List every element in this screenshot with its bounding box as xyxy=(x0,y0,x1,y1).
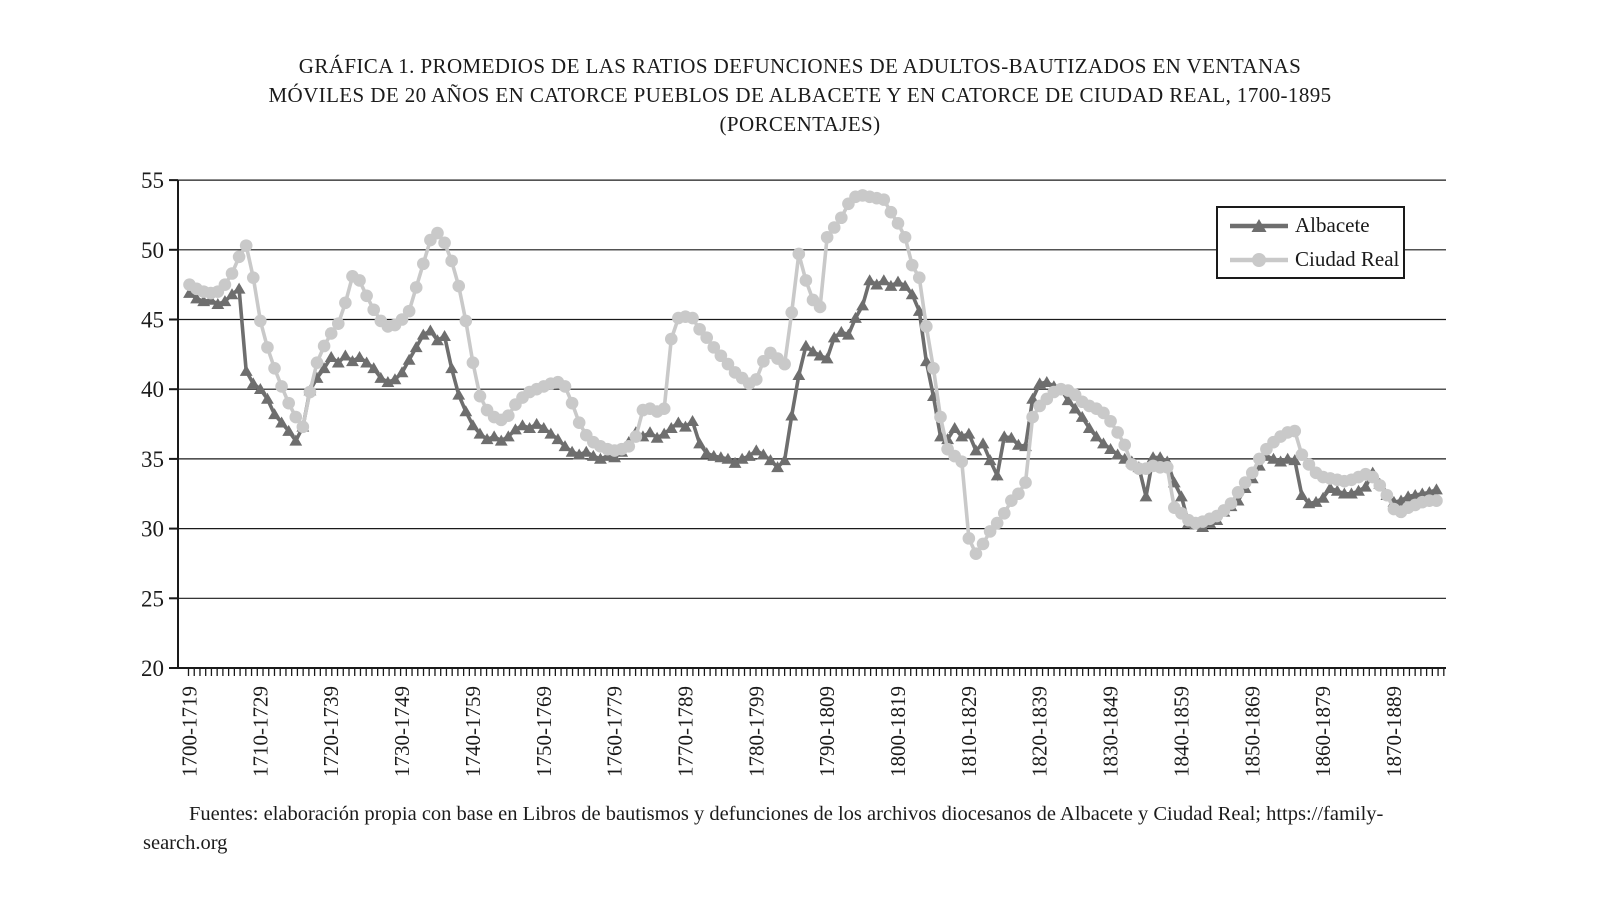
chart-legend xyxy=(1216,206,1405,279)
x-axis-label: 1870-1889 xyxy=(1381,686,1406,777)
x-axis-label: 1700-1719 xyxy=(177,686,202,777)
y-axis-label: 35 xyxy=(141,446,164,472)
y-axis-label: 40 xyxy=(141,377,164,403)
legend-item-albacete xyxy=(1218,209,1403,243)
x-axis-label: 1730-1749 xyxy=(390,686,415,777)
page-title-line-3: (PORCENTAJES) xyxy=(719,112,881,136)
x-axis-label: 1770-1789 xyxy=(673,686,698,777)
x-axis-label: 1740-1759 xyxy=(460,686,485,777)
x-axis-label: 1820-1839 xyxy=(1027,686,1052,777)
y-axis-label: 45 xyxy=(141,307,164,333)
x-axis-labels xyxy=(178,686,1406,777)
footer-source-line-1: Fuentes: elaboración propia con base en Libros de bautismos y defunciones de los archivos diocesanos de Albacete y Ciudad Real; https://family- xyxy=(189,803,1384,825)
x-axis-label: 1780-1799 xyxy=(744,686,769,777)
x-axis-label: 1790-1809 xyxy=(815,686,840,777)
x-axis-minor-ticks xyxy=(189,668,1444,676)
albacete-triangle-marker-icon xyxy=(1228,218,1290,234)
x-axis-label: 1720-1739 xyxy=(319,686,344,777)
x-axis-label: 1800-1819 xyxy=(886,686,910,777)
legend-label-albacete: Albacete xyxy=(1295,213,1370,237)
x-axis-label: 1750-1769 xyxy=(531,686,556,777)
legend-item-ciudad-real xyxy=(1218,243,1403,277)
y-axis-label: 55 xyxy=(141,168,164,194)
x-axis-label: 1760-1779 xyxy=(602,686,627,777)
footer-source-line-2: search.org xyxy=(143,832,228,854)
y-axis-label: 50 xyxy=(141,237,164,263)
page-title-line-2: MÓVILES DE 20 AÑOS EN CATORCE PUEBLOS DE ALBACETE Y EN CATORCE DE CIUDAD REAL, 1700-1895 xyxy=(268,83,1332,107)
x-axis-label: 1710-1729 xyxy=(248,686,273,777)
y-axis-label: 20 xyxy=(141,656,164,681)
y-axis-label: 30 xyxy=(141,516,164,542)
footer-source xyxy=(143,800,1463,858)
x-axis-label: 1810-1829 xyxy=(956,686,981,777)
x-axis-label: 1850-1869 xyxy=(1240,686,1265,777)
legend-label-ciudad-real: Ciudad Real xyxy=(1295,247,1400,271)
y-axis-label: 25 xyxy=(141,586,164,612)
x-axis-label: 1830-1849 xyxy=(1098,686,1123,777)
x-axis-label: 1860-1879 xyxy=(1311,686,1336,777)
page-title-line-1: GRÁFICA 1. PROMEDIOS DE LAS RATIOS DEFUNCIONES DE ADULTOS-BAUTIZADOS EN VENTANAS xyxy=(298,54,1302,78)
ciudad-real-circle-marker-icon xyxy=(1228,252,1290,268)
x-axis-label: 1840-1859 xyxy=(1169,686,1194,777)
